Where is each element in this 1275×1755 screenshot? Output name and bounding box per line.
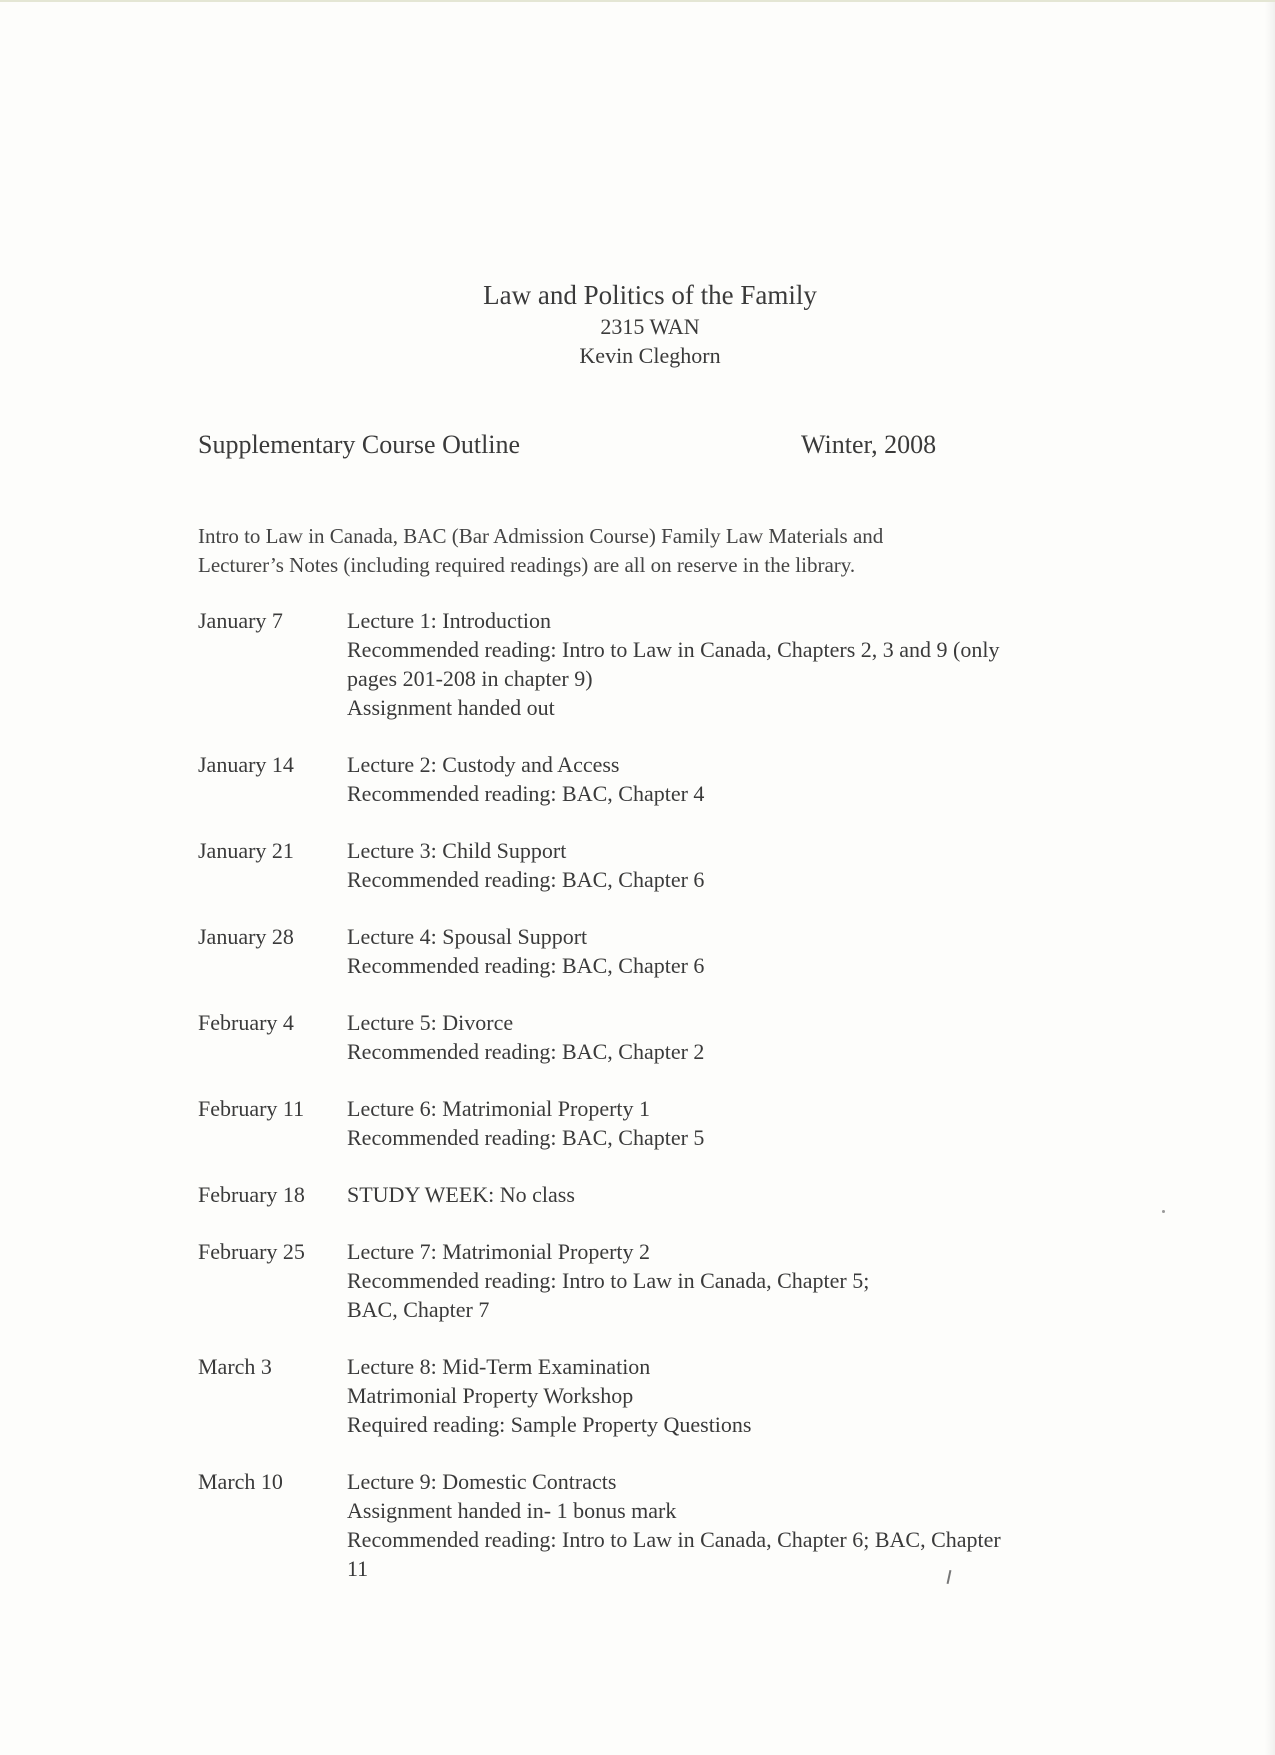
schedule-details — [347, 836, 1127, 894]
schedule-line: Lecture 4: Spousal Support — [347, 924, 588, 949]
schedule-entry — [198, 750, 1128, 808]
schedule-line: Lecture 8: Mid-Term Examination — [347, 1354, 651, 1379]
schedule-line: STUDY WEEK: No class — [347, 1182, 575, 1207]
schedule-entry — [198, 836, 1128, 894]
schedule-entry — [198, 1352, 1128, 1439]
schedule-details — [347, 922, 1127, 980]
schedule-date: February 4 — [198, 1010, 294, 1035]
schedule-date: February 11 — [198, 1096, 305, 1121]
schedule-details — [347, 750, 1127, 808]
schedule-line: Recommended reading: BAC, Chapter 5 — [347, 1125, 705, 1150]
schedule-details — [347, 606, 1127, 722]
term-label: Winter, 2008 — [801, 430, 937, 459]
schedule-line: Lecture 2: Custody and Access — [347, 752, 620, 777]
document-header — [0, 278, 1275, 370]
schedule-entry — [198, 1237, 1128, 1324]
schedule-line: 11 — [347, 1556, 369, 1581]
schedule-line: Required reading: Sample Property Questions — [347, 1412, 752, 1437]
schedule-line: Lecture 7: Matrimonial Property 2 — [347, 1239, 651, 1264]
schedule-line: Lecture 1: Introduction — [347, 608, 552, 633]
schedule-date: February 18 — [198, 1182, 305, 1207]
schedule-entry — [198, 606, 1128, 722]
schedule-date: January 14 — [198, 752, 294, 777]
intro-line: Lecturer’s Notes (including required readings) are all on reserve in the library. — [198, 553, 856, 577]
schedule-entry — [198, 1008, 1128, 1066]
schedule-line: Recommended reading: BAC, Chapter 4 — [347, 781, 705, 806]
schedule-entry — [198, 922, 1128, 980]
schedule-date: March 3 — [198, 1354, 272, 1379]
schedule-details — [347, 1237, 1127, 1324]
schedule-line: Recommended reading: Intro to Law in Canada, Chapters 2, 3 and 9 (only — [347, 637, 1000, 662]
outline-label: Supplementary Course Outline — [198, 430, 521, 459]
schedule-line: Lecture 3: Child Support — [347, 838, 567, 863]
schedule-details — [347, 1467, 1127, 1583]
schedule-date: January 21 — [198, 838, 294, 863]
schedule-date: March 10 — [198, 1469, 283, 1494]
schedule-line: pages 201-208 in chapter 9) — [347, 666, 593, 691]
schedule-line: Recommended reading: Intro to Law in Canada, Chapter 5; — [347, 1268, 870, 1293]
schedule-details — [347, 1008, 1127, 1066]
schedule-line: Matrimonial Property Workshop — [347, 1383, 634, 1408]
schedule-date: January 28 — [198, 924, 294, 949]
course-title: Law and Politics of the Family — [483, 280, 817, 310]
schedule-line: Lecture 9: Domestic Contracts — [347, 1469, 617, 1494]
schedule-line: BAC, Chapter 7 — [347, 1297, 490, 1322]
schedule-line: Assignment handed out — [347, 695, 555, 720]
schedule-line: Recommended reading: BAC, Chapter 6 — [347, 867, 705, 892]
schedule-line: Recommended reading: BAC, Chapter 6 — [347, 953, 705, 978]
schedule-date: February 25 — [198, 1239, 305, 1264]
course-code: 2315 WAN — [600, 314, 700, 339]
schedule-line: Lecture 5: Divorce — [347, 1010, 514, 1035]
scan-edge — [0, 0, 1275, 2]
lecture-schedule — [198, 606, 1128, 1611]
schedule-line: Lecture 6: Matrimonial Property 1 — [347, 1096, 651, 1121]
schedule-line: Recommended reading: BAC, Chapter 2 — [347, 1039, 705, 1064]
intro-paragraph — [198, 522, 1128, 580]
outline-heading-row — [198, 430, 958, 466]
scan-dot — [1162, 1210, 1165, 1213]
schedule-details — [347, 1094, 1127, 1152]
schedule-entry — [198, 1467, 1128, 1583]
schedule-line: Recommended reading: Intro to Law in Canada, Chapter 6; BAC, Chapter — [347, 1527, 1001, 1552]
instructor-name: Kevin Cleghorn — [579, 343, 721, 368]
schedule-entry — [198, 1094, 1128, 1152]
schedule-details — [347, 1352, 1127, 1439]
schedule-line: Assignment handed in- 1 bonus mark — [347, 1498, 677, 1523]
schedule-date: January 7 — [198, 608, 283, 633]
schedule-entry — [198, 1180, 1128, 1209]
intro-line: Intro to Law in Canada, BAC (Bar Admission Course) Family Law Materials and — [198, 524, 884, 548]
schedule-details — [347, 1180, 1127, 1209]
